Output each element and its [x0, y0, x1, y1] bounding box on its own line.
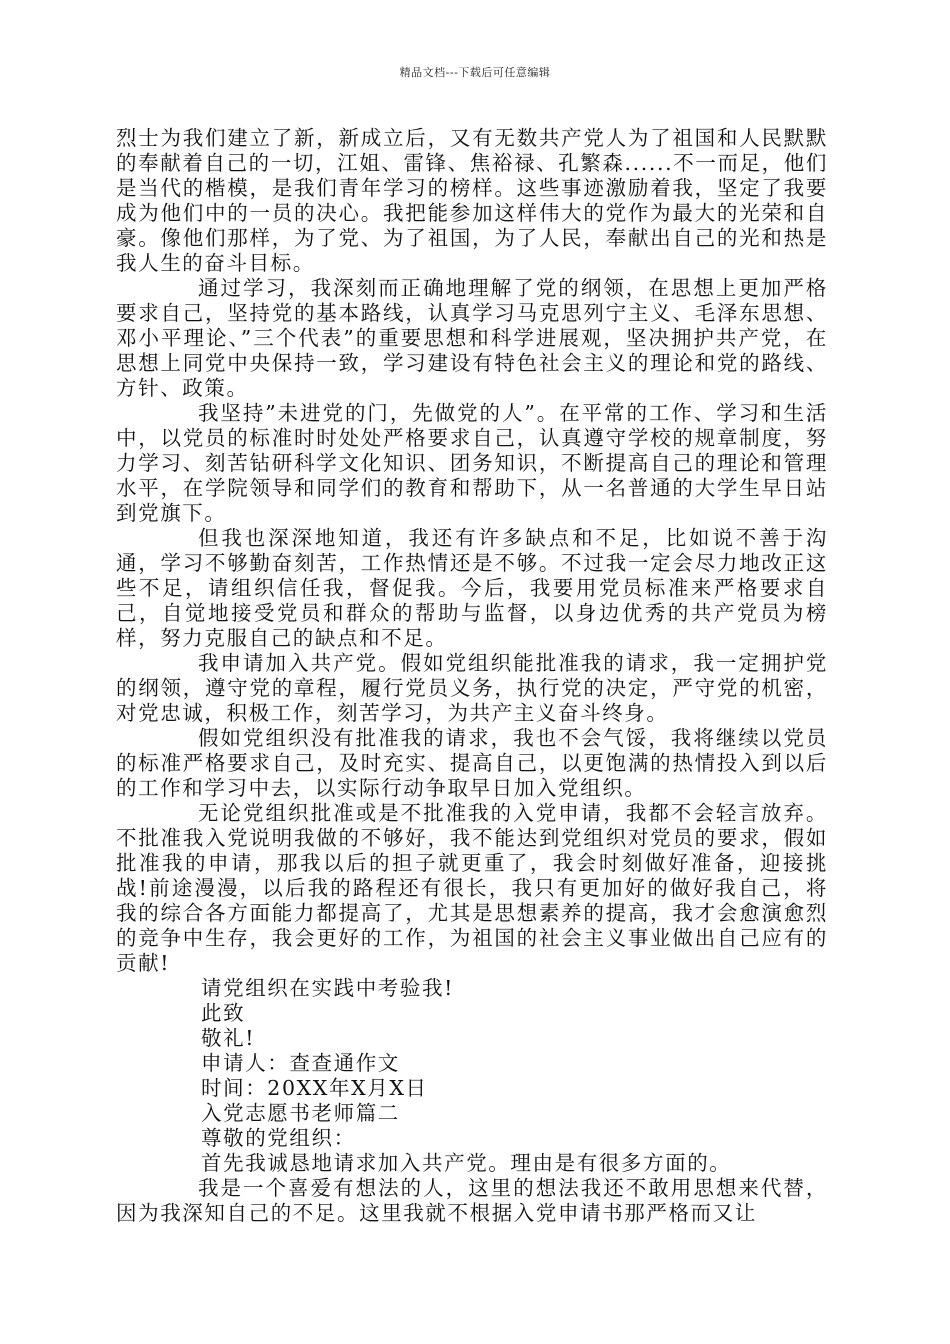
closing-line-test: 请党组织在实践中考验我! [201, 976, 454, 1000]
document-body [116, 126, 828, 1226]
opening-line: 首先我诚恳地请求加入共产党。理由是有很多方面的。 [201, 1151, 732, 1175]
paragraph-5: 我申请加入共产党。假如党组织能批准我的请求，我一定拥护党的纲领，遵守党的章程，履行党员义务，执行党的决定，严守党的机密，对党忠诚，积极工作，刻苦学习，为共产主义奋斗终身。 [116, 651, 828, 725]
applicant-line: 申请人：查查通作文 [201, 1051, 400, 1075]
paragraph-3: 我坚持”未进党的门，先做党的人”。在平常的工作、学习和生活中，以党员的标准时时处处严格要求自己，认真遵守学校的规章制度，努力学习、刻苦钻研科学文化知识、团务知识，不断提高自己的理论和管理水平，在学院领导和同学们的教育和帮助下，从一名普通的大学生早日站到党旗下。 [116, 401, 828, 525]
paragraph-7: 无论党组织批准或是不批准我的入党申请，我都不会轻言放弃。不批准我入党说明我做的不够好，我不能达到党组织对党员的要求，假如批准我的申请，那我以后的担子就更重了，我会时刻做好准备，迎接挑战!前途漫漫，以后我的路程还有很长，我只有更加好的做好我自己，将我的综合各方面能力都提高了，尤其是思想素养的提高，我才会愈演愈烈的竞争中生存，我会更好的工作，为祖国的社会主义事业做出自己应有的贡献! [116, 801, 828, 975]
paragraph-6: 假如党组织没有批准我的请求，我也不会气馁，我将继续以党员的标准严格要求自己，及时充实、提高自己，以更饱满的热情投入到以后的工作和学习中去，以实际行动争取早日加入党组织。 [116, 726, 828, 800]
paragraph-2: 通过学习，我深刻而正确地理解了党的纲领，在思想上更加严格要求自己，坚持党的基本路线，认真学习马克思列宁主义、毛泽东思想、邓小平理论、”三个代表”的重要思想和科学进展观，坚决拥护共产党，在思想上同党中央保持一致，学习建设有特色社会主义的理论和党的路线、方针、政策。 [116, 276, 828, 400]
paragraph-8: 我是一个喜爱有想法的人，这里的想法我还不敢用思想来代替，因为我深知自己的不足。这里我就不根据入党申请书那严格而又让 [116, 1176, 828, 1225]
date-line: 时间：20XX年X月X日 [201, 1076, 428, 1100]
closing-line-jingli: 敬礼! [201, 1026, 256, 1050]
page-header: 精品文档---下载后可任意编辑 [399, 66, 551, 79]
section-title: 入党志愿书老师篇二 [201, 1101, 400, 1125]
salutation-line: 尊敬的党组织： [201, 1126, 356, 1150]
paragraph-1: 烈士为我们建立了新，新成立后，又有无数共产党人为了祖国和人民默默的奉献着自己的一切，江姐、雷锋、焦裕禄、孔繁森......不一而足，他们是当代的楷模，是我们青年学习的榜样。这些事迹激励着我，坚定了我要成为他们中的一员的决心。我把能参加这样伟大的党作为最大的光荣和自豪。像他们那样，为了党、为了祖国，为了人民，奉献出自己的光和热是我人生的奋斗目标。 [116, 126, 828, 275]
closing-line-cizhi: 此致 [201, 1001, 246, 1025]
paragraph-4: 但我也深深地知道，我还有许多缺点和不足，比如说不善于沟通，学习不够勤奋刻苦，工作热情还是不够。不过我一定会尽力地改正这些不足，请组织信任我，督促我。今后，我要用党员标准来严格要求自己，自觉地接受党员和群众的帮助与监督，以身边优秀的共产党员为榜样，努力克服自己的缺点和不足。 [116, 526, 828, 650]
